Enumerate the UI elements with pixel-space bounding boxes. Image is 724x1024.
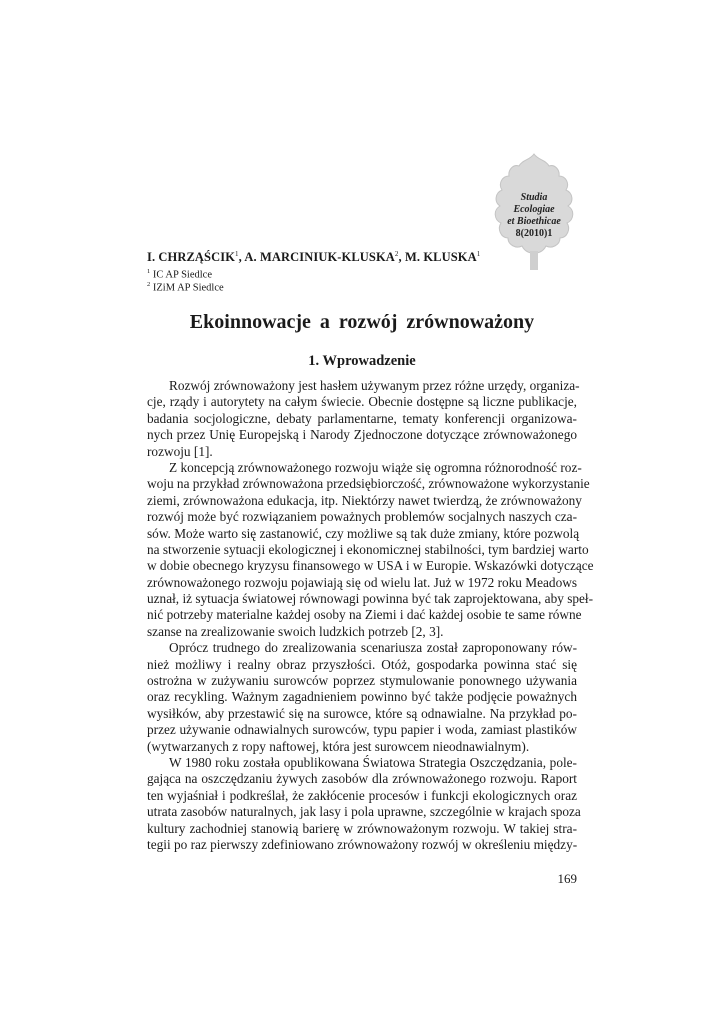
body-line: rozwój może być rozwiązaniem poważnych problemów socjalnych naszych cza- xyxy=(147,509,577,525)
body-line: badania socjologiczne, debaty parlamentarne, tematy konferencji organizowa- xyxy=(147,410,577,426)
body-line: Z koncepcją zrównoważonego rozwoju wiąże się ogromna różnorodność roz- xyxy=(169,459,582,475)
affiliation-1-sup: 1 xyxy=(147,268,151,275)
journal-line-1: Studia xyxy=(520,192,548,203)
body-line: nież możliwy i realny obraz przyszłości. Otóż, gospodarka powinna stać się xyxy=(147,656,577,672)
body-line: przez używanie odnawialnych surowców, typu papier i woda, zamiast plastików xyxy=(147,722,577,738)
body-line: tegii po raz pierwszy zdefiniowano zrównoważony rozwój w określeniu między- xyxy=(147,836,578,852)
body-line: w dobie obecnego kryzysu finansowego w USA i w Europie. Wskazówki dotyczące xyxy=(147,558,594,574)
affiliation-2-sup: 2 xyxy=(147,281,151,288)
body-line: oraz recykling. Ważnym zagadnieniem powinno być także podjęcie poważnych xyxy=(147,689,577,705)
body-line: wysiłków, aby przestawić się na surowce, które są odnawialne. Na przykład po- xyxy=(147,705,577,721)
body-line: nych przez Unię Europejską i Narody Zjednoczone dotyczące zrównoważonego xyxy=(147,427,577,443)
body-line: utrata zasobów naturalnych, jak lasy i pola uprawne, szczególnie w krajach spoza xyxy=(147,804,581,820)
author-3-sup: 1 xyxy=(476,250,481,258)
affiliation-2 xyxy=(147,279,224,295)
author-2: , A. MARCINIUK-KLUSKA xyxy=(238,250,395,265)
body-line: gająca na oszczędzaniu żywych zasobów dla zrównoważonego rozwoju. Raport xyxy=(147,771,577,787)
body-line: cje, rządy i autorytety na całym świecie. Obecnie dostępne są liczne publikacje, xyxy=(147,394,577,410)
body-line: W 1980 roku została opublikowana Światowa Strategia Oszczędzania, pole- xyxy=(169,754,577,770)
page-number: 169 xyxy=(557,871,577,886)
journal-line-3: et Bioethicae xyxy=(507,216,561,227)
body-line: (wytwarzanych z ropy naftowej, która jest surowcem nieodnawialnym). xyxy=(147,738,530,754)
affiliation-1-text: IC AP Siedlce xyxy=(152,269,212,281)
section-heading: 1. Wprowadzenie xyxy=(308,353,416,369)
author-1-sup: 1 xyxy=(235,250,239,258)
author-2-sup: 2 xyxy=(394,250,399,258)
body-line: ten wyjaśniał i podkreślał, że zakłócenie procesów i funkcji ekologicznych oraz xyxy=(147,787,577,803)
body-line: szanse na zrealizowanie swoich ludzkich potrzeb [2, 3]. xyxy=(147,623,444,639)
body-text xyxy=(147,378,594,853)
body-line: Rozwój zrównoważony jest hasłem używanym przez różne urzędy, organiza- xyxy=(169,378,580,393)
body-line: ziemi, zrównoważona edukacja, itp. Niektórzy nawet twierdzą, że zrównoważony xyxy=(147,492,582,508)
body-line: rozwoju [1]. xyxy=(147,443,213,459)
author-1: I. CHRZĄŚCIK xyxy=(147,250,236,265)
journal-volume: 8(2010)1 xyxy=(515,228,553,239)
body-line: nić potrzeby materialne każdej osoby na Ziemi i dać każdej osobie te same równe xyxy=(147,607,582,623)
authors-line xyxy=(147,250,480,265)
body-line: na stworzenie sytuacji ekologicznej i ekonomicznej stabilności, tym bardziej warto xyxy=(147,541,589,557)
body-line: Oprócz trudnego do zrealizowania scenariusza został zaproponowany rów- xyxy=(169,640,577,656)
journal-badge xyxy=(486,152,582,272)
article-title: Ekoinnowacje a rozwój zrównoważony xyxy=(189,311,535,333)
author-3: , M. KLUSKA xyxy=(398,250,477,265)
journal-line-2: Ecologiae xyxy=(513,204,555,215)
body-line: zrównoważonego rozwoju pojawiają się od wielu lat. Już w 1972 roku Meadows xyxy=(147,574,577,590)
body-line: sów. Może warto się zastanowić, czy możliwe są tak duże zmiany, które pozwolą xyxy=(147,525,580,541)
body-line: woju na przykład zrównoważona przedsiębiorczość, zrównoważone wykorzystanie xyxy=(147,476,590,492)
body-line: uznał, iż sytuacja światowej równowagi powinna być tak zaprojektowana, aby speł- xyxy=(147,591,594,607)
body-line: ostrożna w zużywaniu surowców poprzez stymulowanie ponownego używania xyxy=(147,673,577,689)
body-line: kultury zachodniej stanowią barierę w zrównoważonym rozwoju. W takiej stra- xyxy=(147,820,577,836)
journal-name xyxy=(486,192,582,240)
affiliation-2-text: IZiM AP Siedlce xyxy=(152,282,224,294)
